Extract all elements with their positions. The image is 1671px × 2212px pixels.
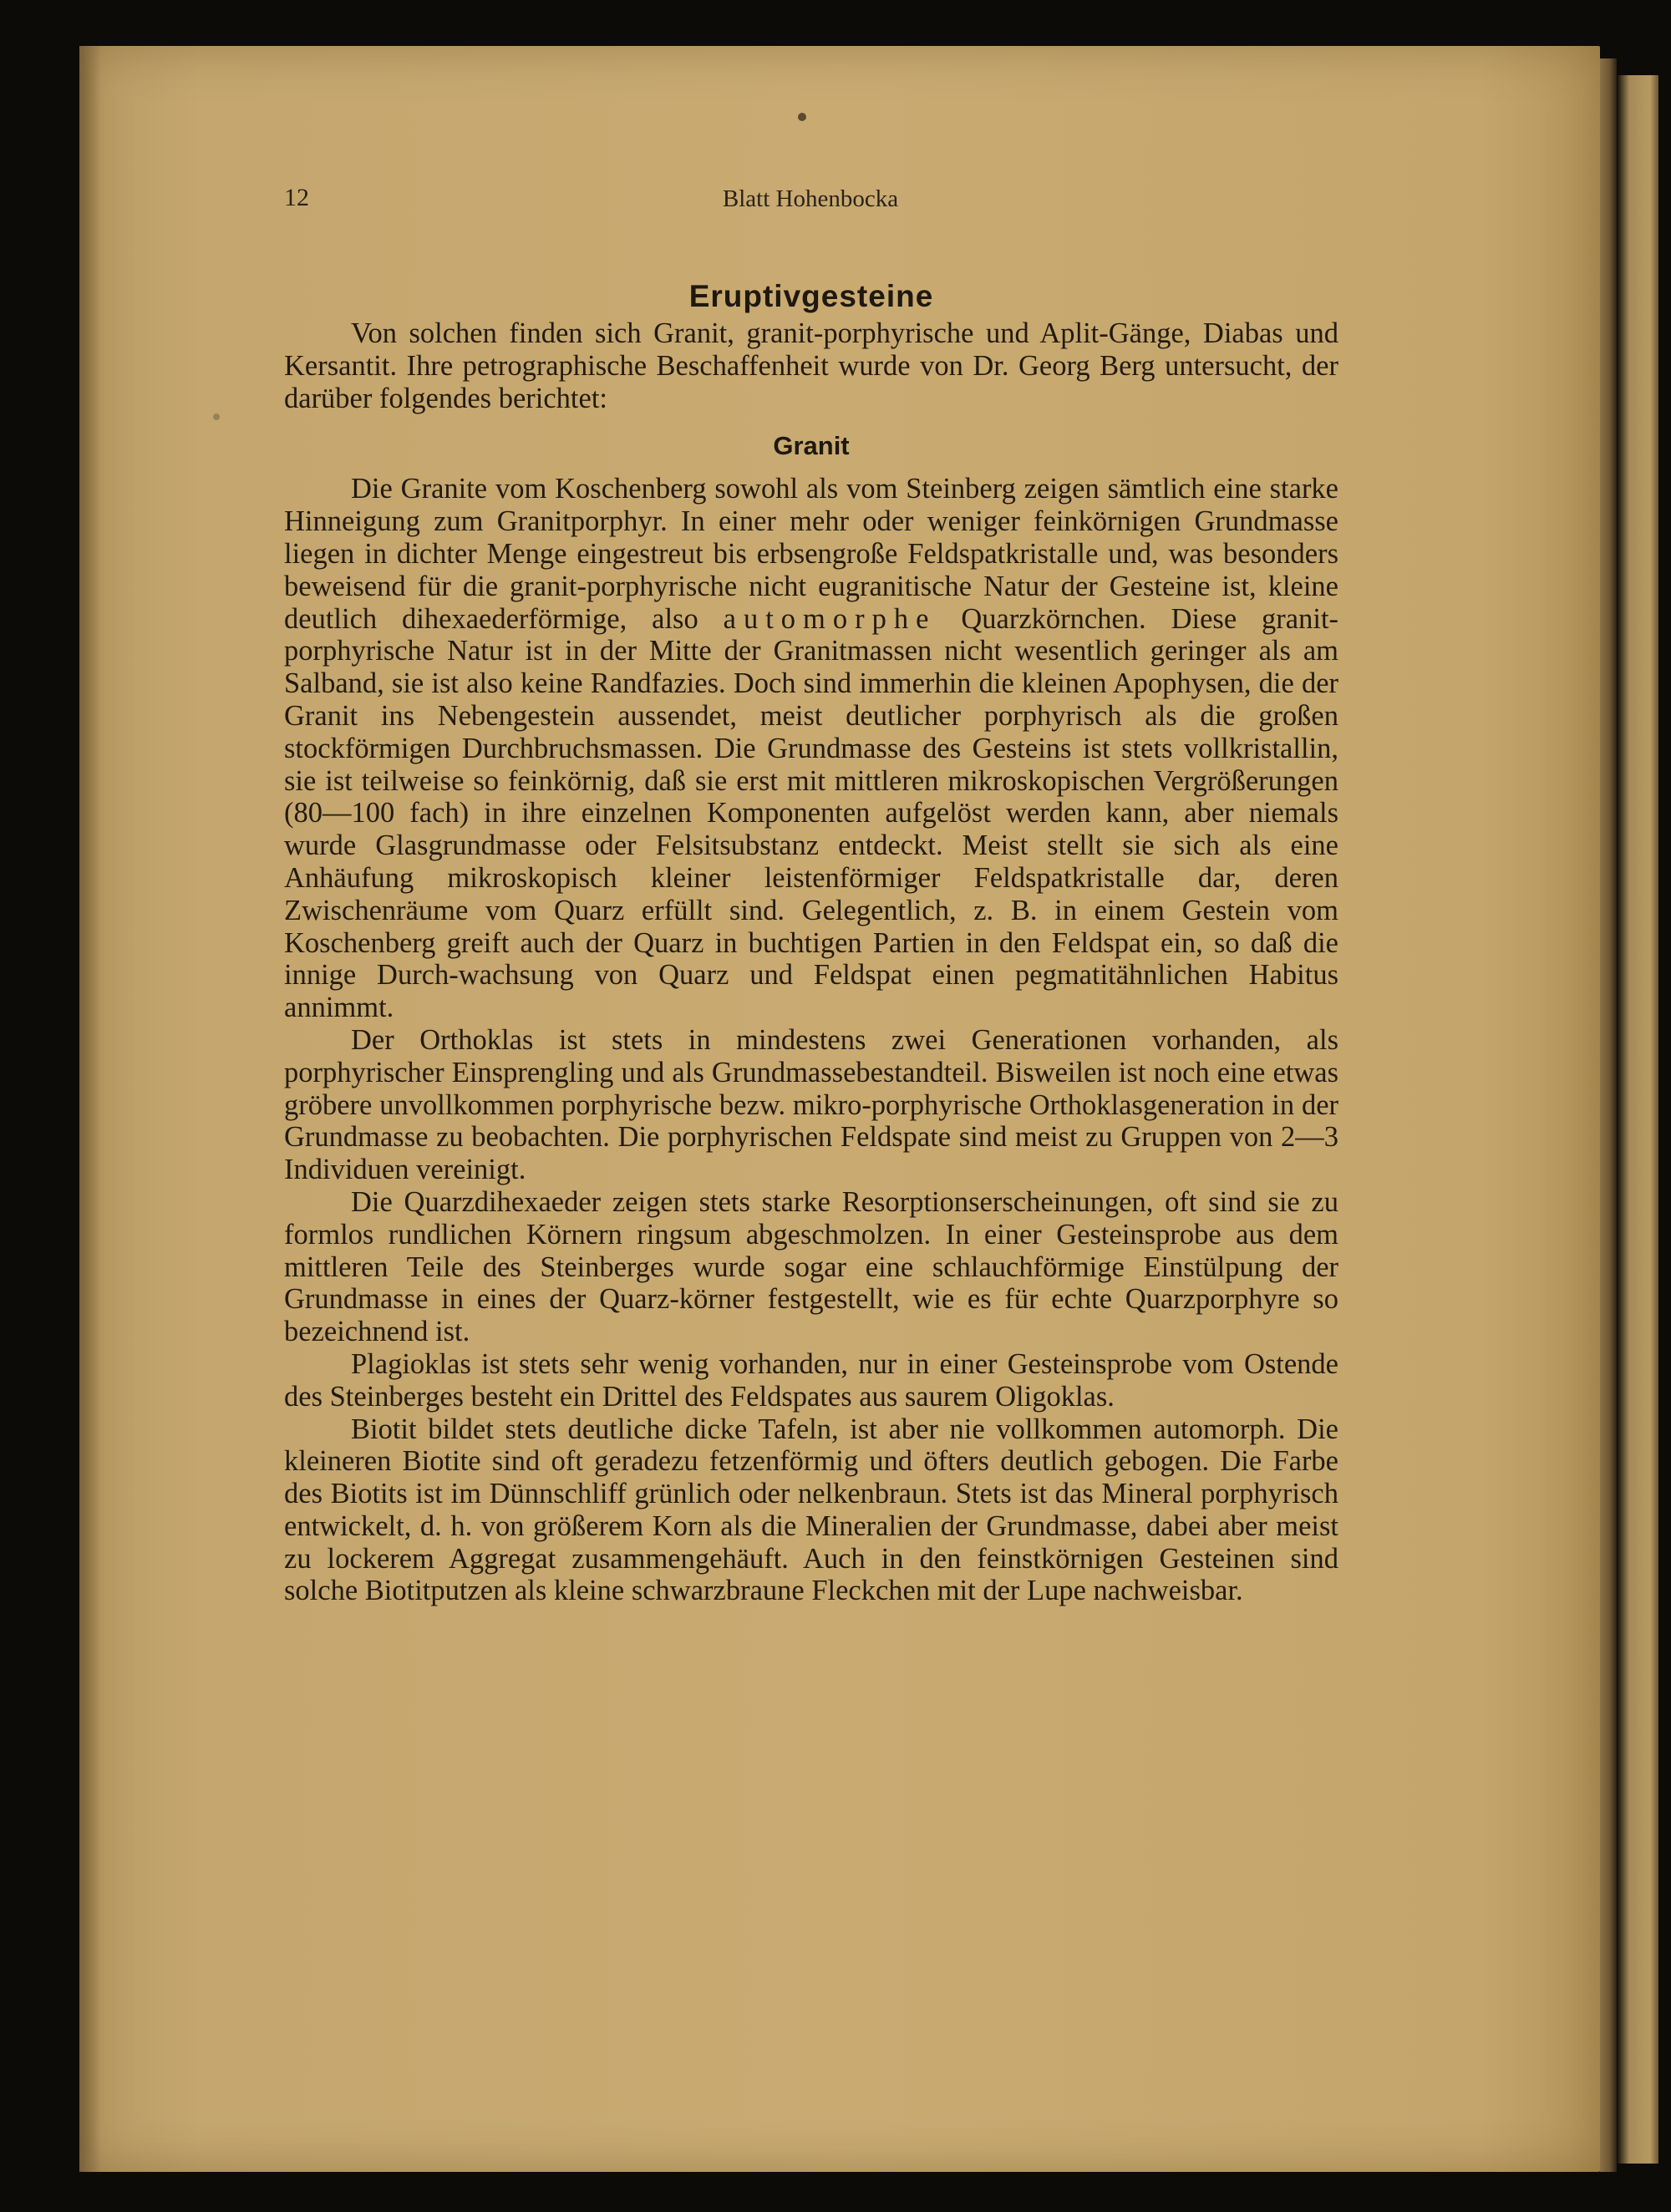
page-binding-shadow — [79, 46, 101, 2172]
subsection-heading: Granit — [773, 431, 850, 461]
paragraph-text: Quarzkörnchen. Diese granit-porphyrische Natur ist in der Mitte der Granitmassen nicht wesentlich geringer als am Salband, sie ist also keine Randfazies. Doch sind immerhin die kleinen Apophysen, die der Granit ins Nebengestein aussendet, meist deutlicher porphyrisch als die großen stockförmigen Durchbruchsmassen. Die Grundmasse des Gesteins ist stets vollkristallin, sie ist teilweise so feinkörnig, daß sie erst mit mittleren mikroskopischen Vergrößerungen (80—100 fach) in ihre einzelnen Komponenten aufgelöst werden kann, aber niemals wurde Glasgrundmasse oder Felsitsubstanz entdeckt. Meist stellt sie sich als eine Anhäufung mikroskopisch kleiner leistenförmiger Feldspatkristalle dar, deren Zwischenräume vom Quarz erfüllt sind. Gelegentlich, z. B. in einem Gestein vom Koschenberg greift auch der Quarz in buchtigen Partien in den Feldspat ein, so daß die innige Durch-wachsung von Quarz und Feldspat einen pegmatitähnlichen Habitus annimmt. — [284, 602, 1339, 1024]
intro-paragraph: Von solchen finden sich Granit, granit-porphyrische und Aplit-Gänge, Diabas und Kersantit. Ihre petrographische Beschaffenheit wurde von Dr. Georg Berg untersucht, der darüber folgendes berichtet: — [284, 317, 1338, 414]
plagioclase-paragraph: Plagioklas ist stets sehr wenig vorhanden, nur in einer Gesteinsprobe vom Ostende des Steinberges besteht ein Drittel des Feldspates aus saurem Oligoklas. — [284, 1347, 1338, 1413]
page-number: 12 — [284, 184, 309, 211]
adjacent-page-edge — [1617, 75, 1658, 2164]
page-content — [284, 276, 1338, 1607]
paper-stain — [213, 413, 220, 420]
quartz-paragraph: Die Quarzdihexaeder zeigen stets starke Resorptionserscheinungen, oft sind sie zu formlos rundlichen Körnern ringsum abgeschmolzen. In einer Gesteinsprobe aus dem mittleren Teile des Steinberges wurde sogar eine schlauchförmige Einstülpung der Grundmasse in eines der Quarz-körner festgestellt, wie es für echte Quarzporphyre so bezeichnend ist. — [284, 1185, 1338, 1348]
section-heading: Eruptivgesteine — [688, 279, 934, 313]
running-head — [284, 184, 1337, 221]
orthoclase-paragraph: Der Orthoklas ist stets in mindestens zwei Generationen vorhanden, als porphyrischer Einsprengling und als Grundmassebestandteil. Bisweilen ist noch eine etwas gröbere unvollkommen porphyrische bezw. mikro-porphyrische Orthoklasgeneration in der Grundmasse zu beobachten. Die porphyrischen Feldspate sind meist zu Gruppen von 2—3 Individuen vereinigt. — [284, 1023, 1338, 1186]
running-title: Blatt Hohenbocka — [722, 185, 899, 212]
paragraph-text: Die Granite vom Koschenberg sowohl als vom Steinberg zeigen sämtlich eine starke Hinneigung zum Granitporphyr. In einer mehr oder weniger feinkörnigen Grundmasse liegen in dichter Menge eingestreut bis erbsengroße Feldspatkristalle und, was besonders beweisend für die granit-porphyrische nicht eugranitische Natur der Gesteine ist, kleine deutlich dihexaederförmige, also — [284, 473, 1338, 635]
spaced-emphasis: automorphe — [723, 602, 937, 635]
page-right-edge — [1600, 58, 1617, 2172]
biotite-paragraph: Biotit bildet stets deutliche dicke Tafeln, ist aber nie vollkommen automorph. Die kleineren Biotite sind oft geradezu fetzenförmig und öfters deutlich gebogen. Die Farbe des Biotits ist im Dünnschliff grünlich oder nelkenbraun. Stets ist das Mineral porphyrisch entwickelt, d. h. von größerem Korn als die Mineralien der Grundmasse, dabei aber meist zu lockerem Aggregat zusammengehäuft. Auch in den feinstkörnigen Gesteinen sind solche Biotitputzen als kleine schwarzbraune Fleckchen mit der Lupe nachweisbar. — [284, 1413, 1338, 1607]
paper-stain — [798, 113, 806, 121]
granite-paragraph-1 — [284, 473, 1338, 1024]
